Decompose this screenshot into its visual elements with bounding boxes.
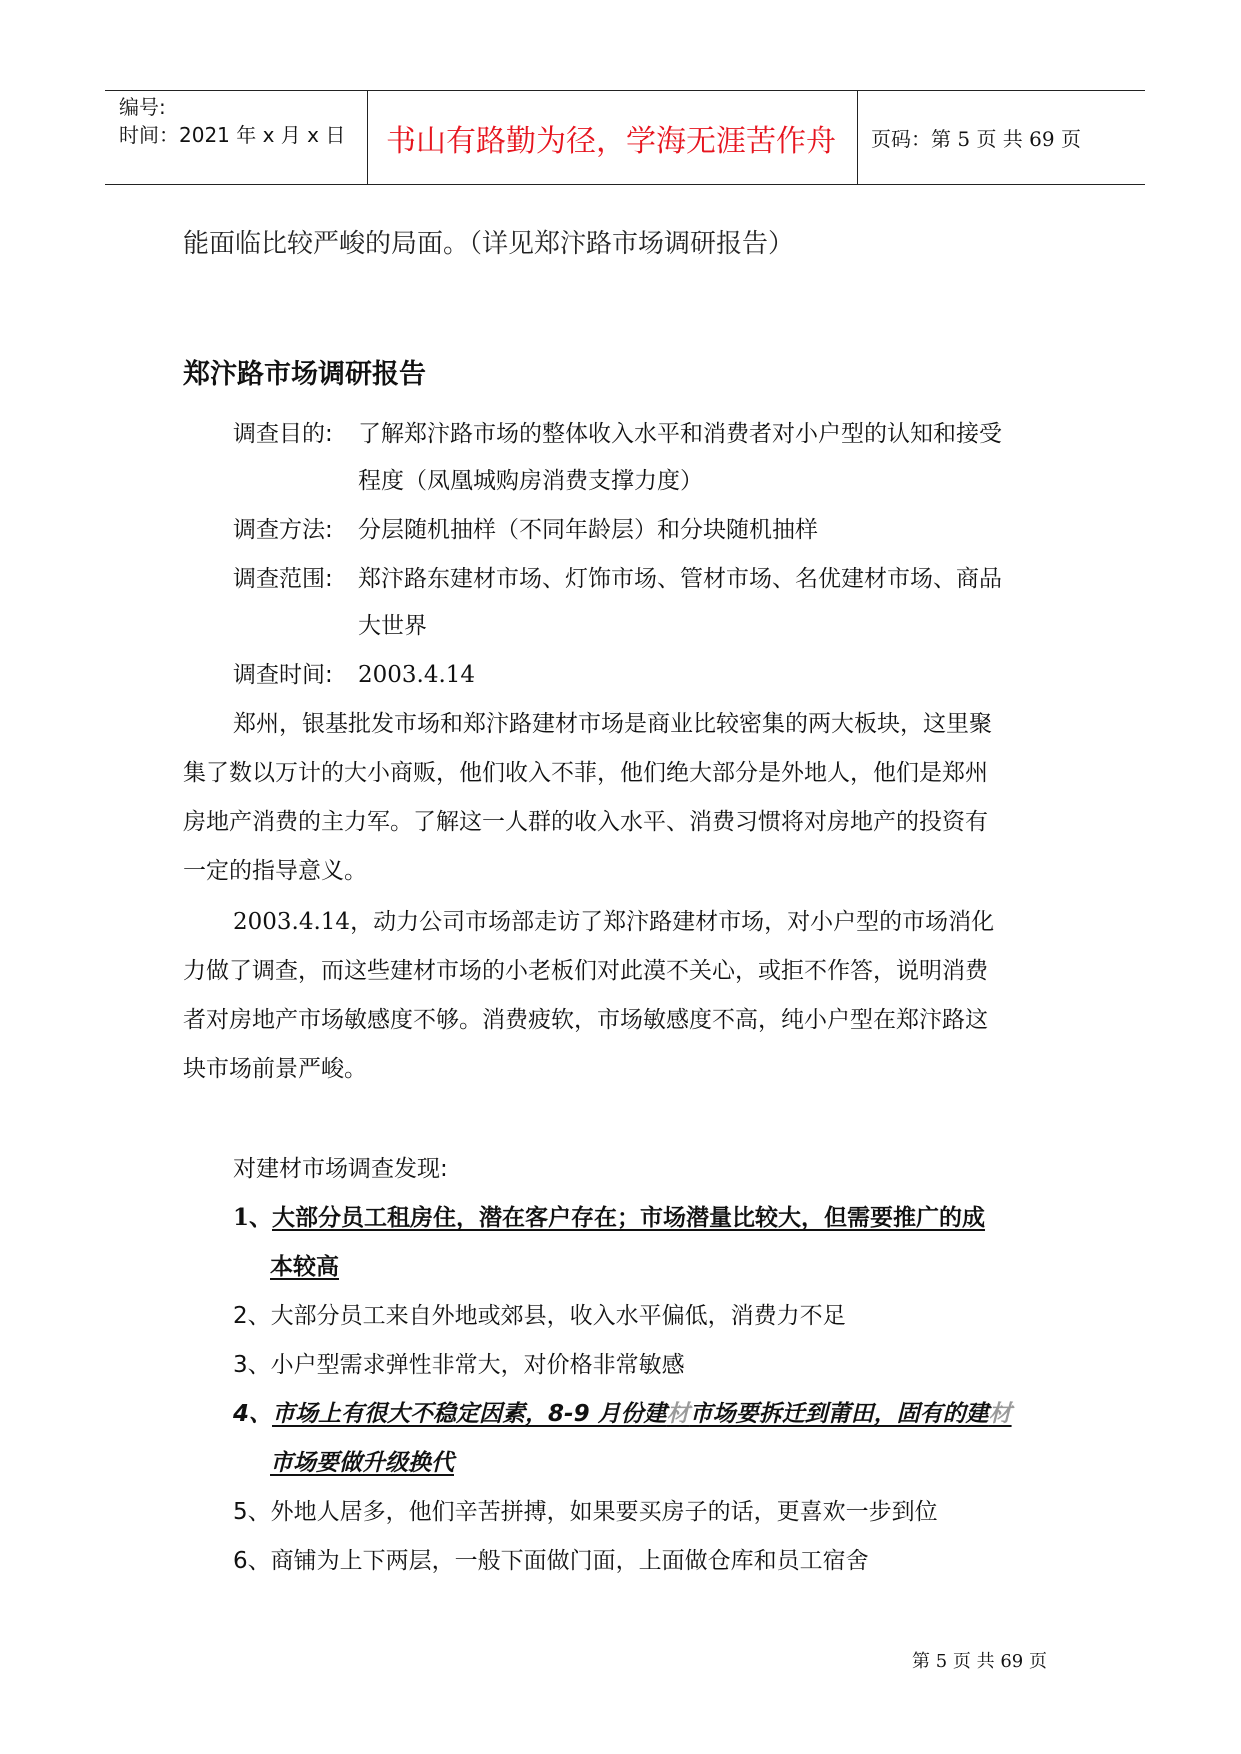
finding-item: 3、小户型需求弹性非常大，对价格非常敏感 [233, 1352, 685, 1378]
survey-time-label: 调查时间: [233, 662, 333, 688]
paragraph-line: 者对房地产市场敏感度不够。消费疲软，市场敏感度不高，纯小户型在郑汴路这 [183, 1007, 988, 1033]
findings-intro: 对建材市场调查发现: [233, 1156, 448, 1182]
finding-text-part: 市场上有很大不稳定因素，8-9 月份建 [272, 1401, 667, 1427]
scope-text: 郑汴路东建材市场、灯饰市场、管材市场、名优建材市场、商品 [358, 566, 1002, 592]
paragraph-line: 块市场前景严峻。 [183, 1056, 367, 1082]
page-footer: 第 5 页 共 69 页 [912, 1651, 1047, 1672]
paragraph-text: ，动力公司市场部走访了郑汴路建材市场，对小户型的市场消化 [350, 909, 995, 935]
method-label: 调查方法: [233, 517, 333, 543]
finding-item [233, 1399, 1012, 1429]
paragraph-line: 郑州，银基批发市场和郑汴路建材市场是商业比较密集的两大板块，这里聚 [233, 711, 992, 737]
finding-text-part: 材 [666, 1401, 690, 1427]
header-motto: 书山有路勤为径，学海无涯苦作舟 [386, 123, 836, 159]
finding-number: 4、 [233, 1401, 273, 1427]
survey-time-value: 2003.4.14 [358, 662, 476, 688]
doc-number-label: 编号: [119, 95, 166, 119]
finding-text: 大部分员工租房住，潜在客户存在；市场潜量比较大，但需要推广的成 [272, 1205, 986, 1231]
finding-text-part: 市场要拆迁到莆田，固有的建 [689, 1401, 989, 1427]
finding-number: 1、 [233, 1204, 273, 1231]
scope-text: 大世界 [358, 613, 427, 639]
header-divider [857, 91, 858, 184]
finding-item: 6、商铺为上下两层，一般下面做门面，上面做仓库和员工宿舍 [233, 1548, 869, 1574]
scope-label: 调查范围: [233, 566, 333, 592]
finding-text-part: 材 [988, 1401, 1012, 1427]
paragraph-line: 集了数以万计的大小商贩，他们收入不菲，他们绝大部分是外地人，他们是郑州 [183, 760, 988, 786]
finding-text: 市场要做升级换代 [270, 1450, 454, 1476]
finding-item: 2、大部分员工来自外地或郊县，收入水平偏低，消费力不足 [233, 1303, 846, 1329]
finding-item: 5、外地人居多，他们辛苦拼搏，如果要买房子的话，更喜欢一步到位 [233, 1499, 938, 1525]
paragraph-line [233, 907, 994, 937]
paragraph-date: 2003.4.14 [233, 909, 351, 935]
method-text: 分层随机抽样（不同年龄层）和分块随机抽样 [358, 517, 818, 543]
header-page-label: 页码：第 5 页 共 69 页 [871, 127, 1081, 151]
purpose-text: 程度（凤凰城购房消费支撑力度） [358, 468, 703, 494]
purpose-text: 了解郑汴路市场的整体收入水平和消费者对小户型的认知和接受 [358, 421, 1002, 447]
page-header [105, 90, 1145, 185]
paragraph-line: 力做了调查，而这些建材市场的小老板们对此漠不关心，或拒不作答，说明消费 [183, 958, 988, 984]
paragraph-line: 一定的指导意义。 [183, 858, 367, 884]
finding-text: 本较高 [270, 1254, 339, 1280]
lead-text: 能面临比较严峻的局面。（详见郑汴路市场调研报告） [183, 229, 795, 259]
header-info [119, 93, 345, 149]
purpose-label: 调查目的: [233, 421, 333, 447]
paragraph-line: 房地产消费的主力军。了解这一人群的收入水平、消费习惯将对房地产的投资有 [183, 809, 988, 835]
doc-time-label: 时间：2021 年 x 月 x 日 [119, 123, 346, 147]
finding-item [233, 1203, 985, 1233]
section-title: 郑汴路市场调研报告 [183, 359, 426, 390]
finding-text [272, 1401, 1012, 1427]
